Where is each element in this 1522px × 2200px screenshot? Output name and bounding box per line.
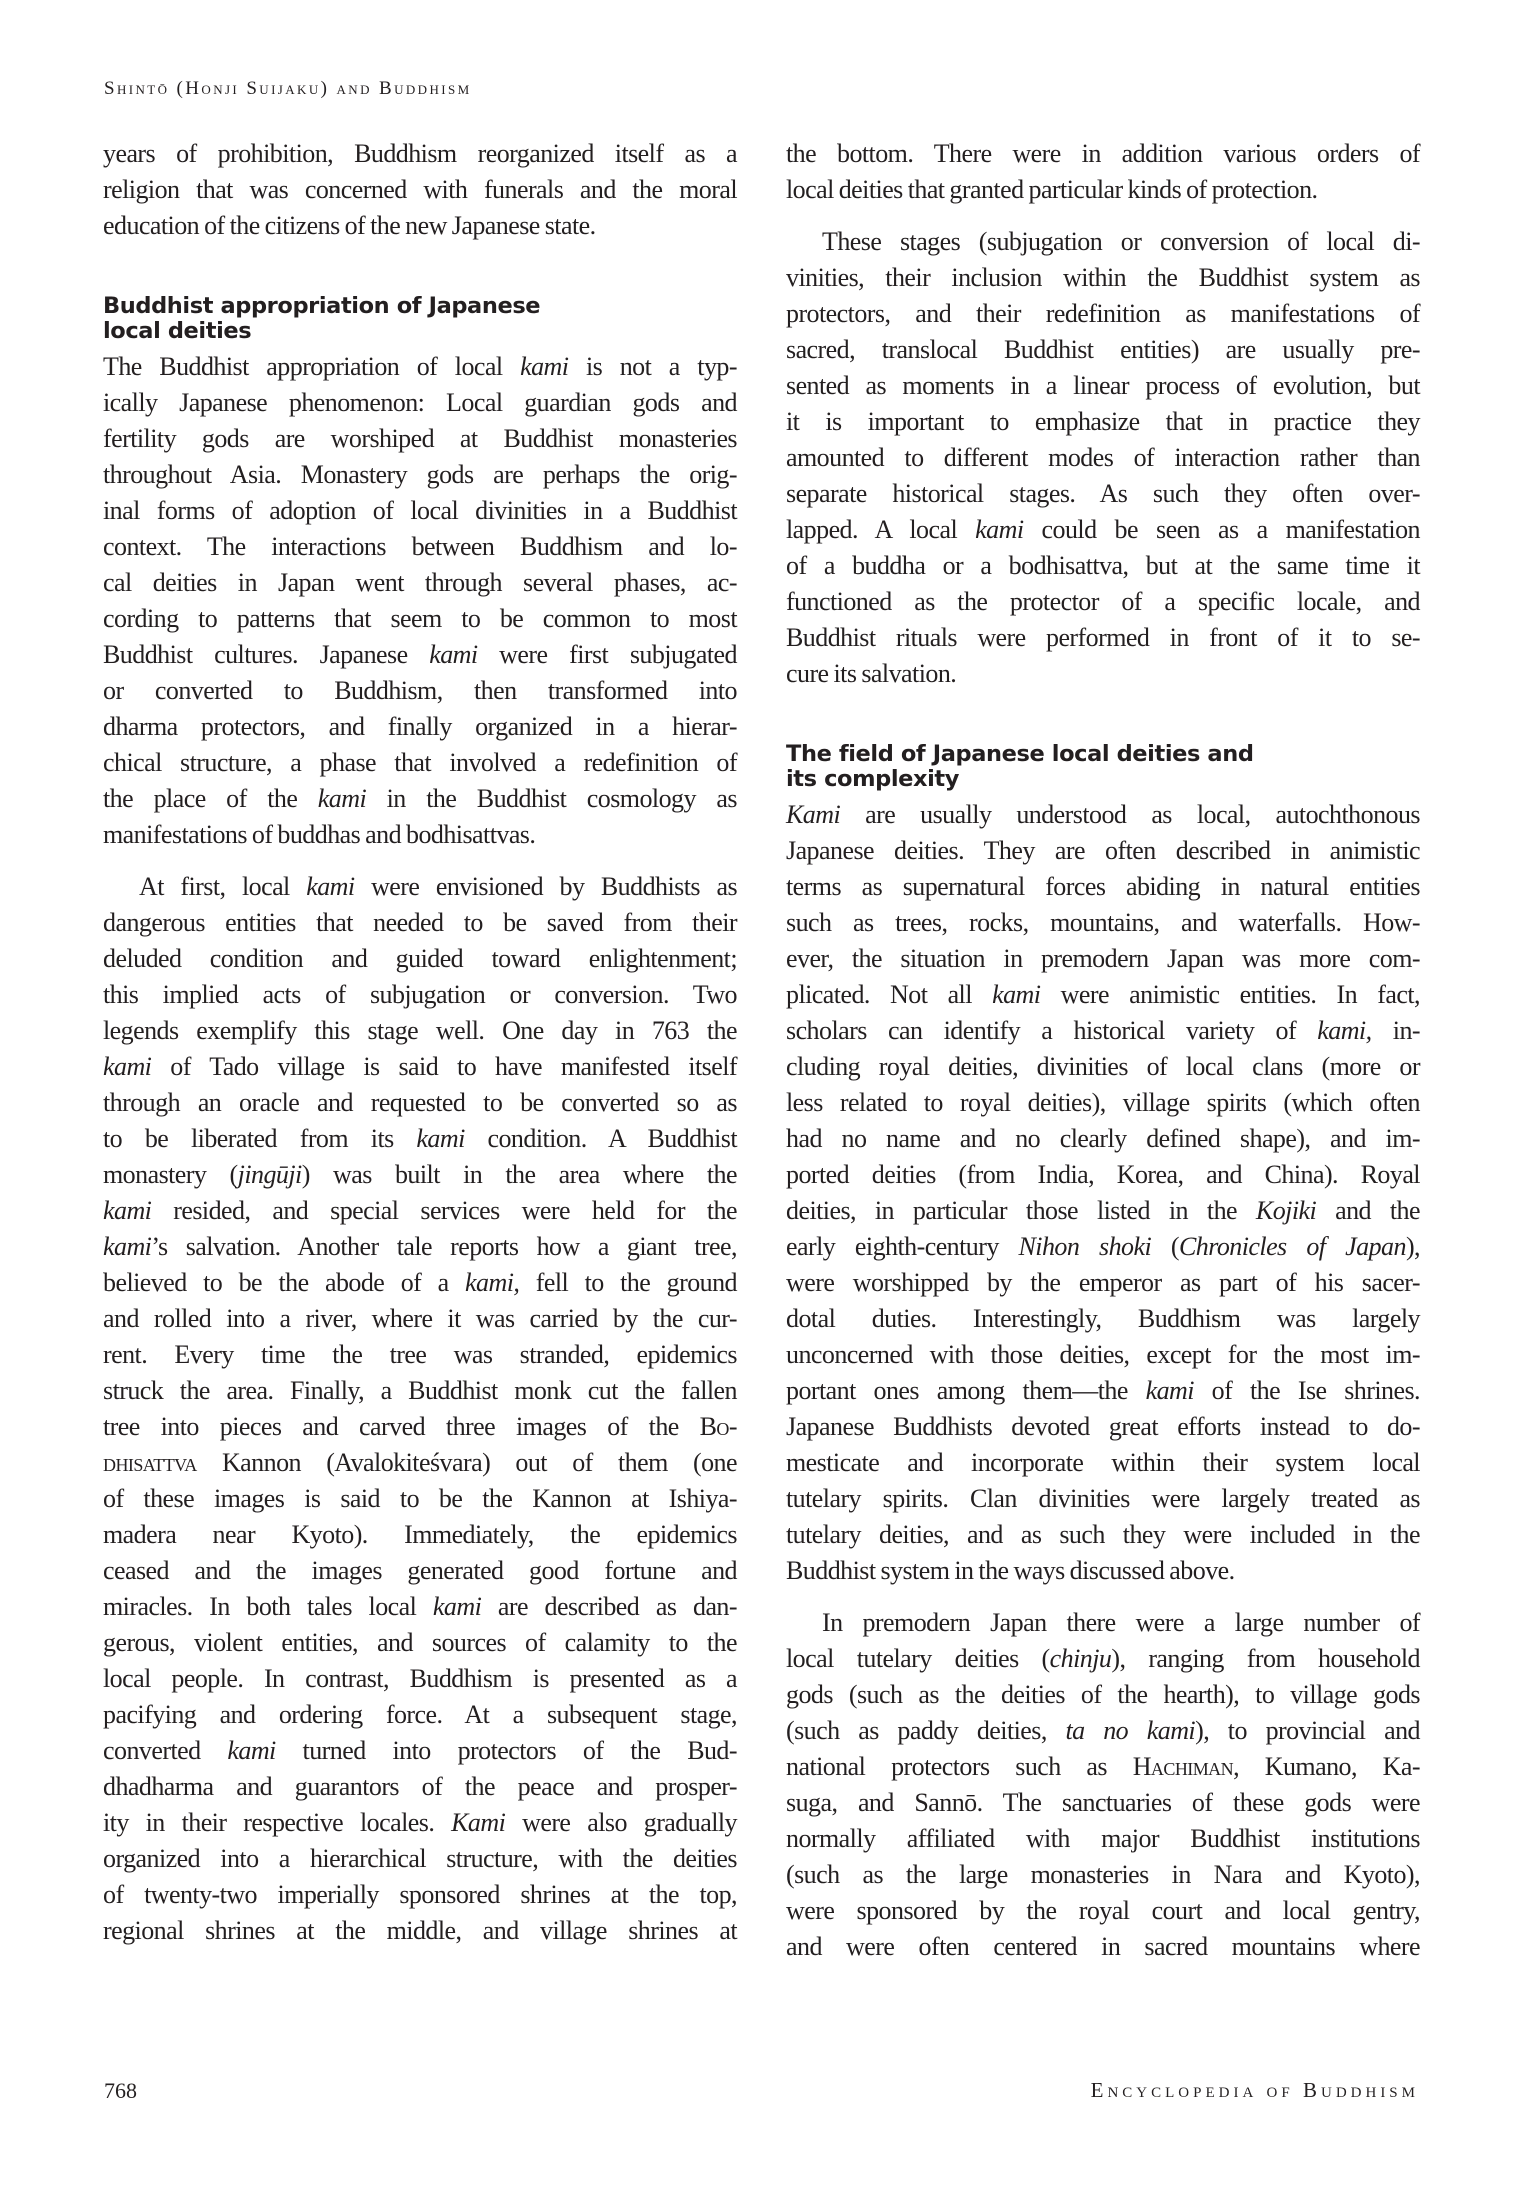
- text-line: normally affiliated with major Buddhist institutions: [786, 1824, 1420, 1853]
- text-line: ever, the situation in premodern Japan was more com-: [786, 944, 1420, 973]
- text-line: kami’s salvation. Another tale reports how a giant tree,: [103, 1232, 737, 1261]
- paragraph: [786, 797, 1420, 1589]
- paragraph: [103, 869, 737, 1949]
- text-line: to be liberated from its kami condition. A Buddhist: [103, 1124, 737, 1153]
- italic-term: kami: [227, 1736, 276, 1765]
- text-line: fertility gods are worshiped at Buddhist monasteries: [103, 424, 737, 453]
- text-line: separate historical stages. As such they often over-: [786, 479, 1420, 508]
- text-line: pacifying and ordering force. At a subsequent stage,: [103, 1700, 737, 1729]
- text-line: religion that was concerned with funerals and the moral: [103, 175, 737, 204]
- text-line: local tutelary deities (chinju), ranging from household: [786, 1644, 1420, 1673]
- text-line: early eighth-century Nihon shoki (Chronicles of Japan),: [786, 1232, 1420, 1261]
- italic-term: kami: [975, 515, 1024, 544]
- text-line: unconcerned with those deities, except for the most im-: [786, 1340, 1420, 1369]
- heading-line: local deities: [103, 318, 252, 344]
- italic-term: kami: [1145, 1376, 1194, 1405]
- text-line: inal forms of adoption of local divinities in a Buddhist: [103, 496, 737, 525]
- text-line: chical structure, a phase that involved a redefinition of: [103, 748, 737, 777]
- text-line: ity in their respective locales. Kami were also gradually: [103, 1808, 737, 1837]
- text-line: dangerous entities that needed to be saved from their: [103, 908, 737, 937]
- text-line: vinities, their inclusion within the Buddhist system as: [786, 263, 1420, 292]
- text-line: portant ones among them—the kami of the Ise shrines.: [786, 1376, 1420, 1405]
- text-line: and were often centered in sacred mountains where: [786, 1932, 1420, 1961]
- italic-term: kami: [103, 1052, 152, 1081]
- text-line: Buddhist rituals were performed in front of it to se-: [786, 623, 1420, 652]
- text-line: context. The interactions between Buddhism and lo-: [103, 532, 737, 561]
- text-line: Buddhist cultures. Japanese kami were first subjugated: [103, 640, 737, 669]
- text-line: madera near Kyoto). Immediately, the epidemics: [103, 1520, 737, 1549]
- italic-term: Chronicles of Japan: [1178, 1232, 1406, 1261]
- cross-reference: Hachiman: [1132, 1752, 1234, 1781]
- text-line: it is important to emphasize that in practice they: [786, 407, 1420, 436]
- text-line: lapped. A local kami could be seen as a manifestation: [786, 515, 1420, 544]
- text-line: (such as the large monasteries in Nara and Kyoto),: [786, 1860, 1420, 1889]
- text-line: dhisattva Kannon (Avalokiteśvara) out of them (one: [103, 1448, 737, 1477]
- paragraph-gap: [786, 208, 1420, 224]
- text-line: struck the area. Finally, a Buddhist monk cut the fallen: [103, 1376, 737, 1405]
- left-column: [103, 136, 737, 1949]
- page-number: 768: [104, 2078, 137, 2103]
- text-line: through an oracle and requested to be converted so as: [103, 1088, 737, 1117]
- text-line: cording to patterns that seem to be common to most: [103, 604, 737, 633]
- text-line: Kami are usually understood as local, autochthonous: [786, 800, 1420, 829]
- section-gap: [103, 244, 737, 288]
- text-line: tutelary spirits. Clan divinities were largely treated as: [786, 1484, 1420, 1513]
- text-line: ported deities (from India, Korea, and China). Royal: [786, 1160, 1420, 1189]
- text-line: Japanese Buddhists devoted great efforts instead to do-: [786, 1412, 1420, 1441]
- text-line: The Buddhist appropriation of local kami is not a typ-: [103, 352, 737, 381]
- text-line: regional shrines at the middle, and village shrines at: [103, 1916, 737, 1945]
- italic-term: kami: [306, 872, 355, 901]
- text-line: the place of the kami in the Buddhist cosmology as: [103, 784, 737, 813]
- text-line: tree into pieces and carved three images of the Bo-: [103, 1412, 737, 1441]
- text-line: of twenty-two imperially sponsored shrines at the top,: [103, 1880, 737, 1909]
- italic-term: kami: [432, 1592, 482, 1621]
- intro-paragraph: [103, 136, 737, 244]
- text-line: monastery (jingūji) was built in the area where the: [103, 1160, 737, 1189]
- text-line: ceased and the images generated good fortune and: [103, 1556, 737, 1585]
- italic-term: kami: [103, 1232, 152, 1261]
- italic-term: Nihon shoki: [1018, 1232, 1152, 1261]
- text-line: legends exemplify this stage well. One day in 763 the: [103, 1016, 737, 1045]
- italic-term: ta no kami: [1065, 1716, 1196, 1745]
- text-line: local deities that granted particular kinds of protection.: [786, 175, 1318, 204]
- text-line: this implied acts of subjugation or conversion. Two: [103, 980, 737, 1009]
- italic-term: kami: [317, 784, 367, 813]
- heading-line: Buddhist appropriation of Japanese: [103, 293, 541, 319]
- text-line: cal deities in Japan went through several phases, ac-: [103, 568, 737, 597]
- text-line: converted kami turned into protectors of the Bud-: [103, 1736, 737, 1765]
- text-line: gods (such as the deities of the hearth), to village gods: [786, 1680, 1420, 1709]
- text-line: plicated. Not all kami were animistic entities. In fact,: [786, 980, 1420, 1009]
- section-heading-field-of-local-deities: [786, 736, 1420, 797]
- text-line: cluding royal deities, divinities of local clans (more or: [786, 1052, 1420, 1081]
- section-heading-buddhist-appropriation: [103, 288, 737, 349]
- italic-term: jingūji: [237, 1160, 302, 1189]
- paragraph: [786, 224, 1420, 692]
- text-line: dotal duties. Interestingly, Buddhism was largely: [786, 1304, 1420, 1333]
- text-line: years of prohibition, Buddhism reorganized itself as a: [103, 139, 737, 168]
- continuation-paragraph: [786, 136, 1420, 208]
- paragraph-gap: [103, 853, 737, 869]
- italic-term: kami: [103, 1196, 152, 1225]
- heading-line: The field of Japanese local deities and: [786, 741, 1254, 767]
- text-line: local people. In contrast, Buddhism is presented as a: [103, 1664, 737, 1693]
- italic-term: kami: [429, 640, 478, 669]
- paragraph: [786, 1605, 1420, 1965]
- text-line: scholars can identify a historical variety of kami, in-: [786, 1016, 1420, 1045]
- footer-publication-title: Encyclopedia of Buddhism: [1090, 2078, 1419, 2102]
- text-line: such as trees, rocks, mountains, and waterfalls. How-: [786, 908, 1420, 937]
- text-line: gerous, violent entities, and sources of calamity to the: [103, 1628, 737, 1657]
- text-line: functioned as the protector of a specific locale, and: [786, 587, 1420, 616]
- text-line: or converted to Buddhism, then transformed into: [103, 676, 737, 705]
- text-line: were sponsored by the royal court and local gentry,: [786, 1896, 1420, 1925]
- text-line: At first, local kami were envisioned by Buddhists as: [139, 872, 738, 901]
- italic-term: Kami: [451, 1808, 506, 1837]
- section-gap: [786, 692, 1420, 736]
- text-line: suga, and Sannō. The sanctuaries of these gods were: [786, 1788, 1420, 1817]
- text-line: and rolled into a river, where it was carried by the cur-: [103, 1304, 737, 1333]
- text-line: In premodern Japan there were a large number of: [822, 1608, 1420, 1637]
- text-line: had no name and no clearly defined shape), and im-: [786, 1124, 1420, 1153]
- text-line: protectors, and their redefinition as manifestations of: [786, 299, 1420, 328]
- text-line: of a buddha or a bodhisattva, but at the same time it: [786, 551, 1420, 580]
- text-line: dhadharma and guarantors of the peace and prosper-: [103, 1772, 737, 1801]
- text-line: mesticate and incorporate within their system local: [786, 1448, 1420, 1477]
- cross-reference: dhisattva: [103, 1448, 197, 1477]
- italic-term: Kami: [786, 800, 841, 829]
- text-line: These stages (subjugation or conversion of local di-: [822, 227, 1420, 256]
- text-line: miracles. In both tales local kami are described as dan-: [103, 1592, 737, 1621]
- text-line: Buddhist system in the ways discussed above.: [786, 1556, 1235, 1585]
- italic-term: kami: [520, 352, 569, 381]
- text-line: sacred, translocal Buddhist entities) are usually pre-: [786, 335, 1420, 364]
- text-line: were worshipped by the emperor as part of his sacer-: [786, 1268, 1420, 1297]
- text-line: national protectors such as Hachiman, Kumano, Ka-: [786, 1752, 1420, 1781]
- text-line: throughout Asia. Monastery gods are perhaps the orig-: [103, 460, 737, 489]
- text-line: Japanese deities. They are often described in animistic: [786, 836, 1420, 865]
- italic-term: Kojiki: [1255, 1196, 1317, 1225]
- italic-term: kami: [416, 1124, 465, 1153]
- text-line: cure its salvation.: [786, 659, 957, 688]
- text-line: (such as paddy deities, ta no kami), to provincial and: [786, 1716, 1421, 1745]
- text-line: believed to be the abode of a kami, fell to the ground: [103, 1268, 737, 1297]
- text-line: kami resided, and special services were held for the: [103, 1196, 737, 1225]
- text-line: kami of Tado village is said to have manifested itself: [103, 1052, 737, 1081]
- italic-term: kami,: [1317, 1016, 1372, 1045]
- text-line: education of the citizens of the new Japanese state.: [103, 211, 596, 240]
- heading-line: its complexity: [786, 766, 960, 792]
- right-column: [786, 136, 1420, 1965]
- text-line: rent. Every time the tree was stranded, epidemics: [103, 1340, 737, 1369]
- text-line: of these images is said to be the Kannon at Ishiya-: [103, 1484, 737, 1513]
- text-line: deluded condition and guided toward enlightenment;: [103, 944, 737, 973]
- text-line: dharma protectors, and finally organized in a hierar-: [103, 712, 737, 741]
- text-line: sented as moments in a linear process of evolution, but: [786, 371, 1420, 400]
- text-line: manifestations of buddhas and bodhisattvas.: [103, 820, 536, 849]
- text-line: deities, in particular those listed in the Kojiki and the: [786, 1196, 1420, 1225]
- text-line: ically Japanese phenomenon: Local guardian gods and: [103, 388, 737, 417]
- paragraph: [103, 349, 737, 853]
- text-line: the bottom. There were in addition various orders of: [786, 139, 1420, 168]
- cross-reference: Bo-: [699, 1412, 737, 1441]
- text-line: tutelary deities, and as such they were included in the: [786, 1520, 1420, 1549]
- text-line: amounted to different modes of interaction rather than: [786, 443, 1420, 472]
- paragraph-gap: [786, 1589, 1420, 1605]
- text-line: organized into a hierarchical structure, with the deities: [103, 1844, 737, 1873]
- text-line: less related to royal deities), village spirits (which often: [786, 1088, 1420, 1117]
- text-line: terms as supernatural forces abiding in natural entities: [786, 872, 1420, 901]
- italic-term: chinju: [1049, 1644, 1112, 1673]
- running-head: Shintō (Honji Suijaku) and Buddhism: [104, 78, 472, 99]
- italic-term: kami: [992, 980, 1041, 1009]
- italic-term: kami,: [465, 1268, 520, 1297]
